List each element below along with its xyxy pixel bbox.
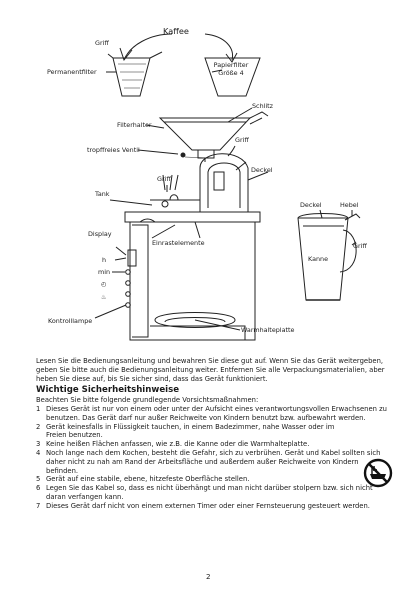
label-schlitz: Schlitz bbox=[252, 102, 274, 110]
label-filterhalter: Filterhalter bbox=[117, 121, 152, 129]
list-item: 7 Dieses Gerät darf nicht von einem externen Timer oder einer Fernsteuerung gesteuert werden. bbox=[36, 501, 370, 510]
list-item: 2 Gerät keinesfalls in Flüssigkeit tauchen, in einem Badezimmer, nahe Wasser oder im Freien benutzen. bbox=[36, 422, 335, 440]
label-warmhalteplatte: Warmhalteplatte bbox=[241, 326, 295, 334]
list-item: 6 Legen Sie das Kabel so, dass es nicht überhängt und man nicht darüber stolpern bzw. sich nicht daran verfangen kann. bbox=[36, 484, 373, 501]
filter-holder bbox=[160, 118, 250, 150]
label-papierfilter-line2: Größe 4 bbox=[218, 69, 244, 77]
page-number: 2 bbox=[206, 572, 211, 581]
jug-handle bbox=[340, 230, 356, 272]
safety-list bbox=[36, 405, 391, 511]
filter-holder-handle bbox=[250, 112, 268, 118]
label-tropffreies-ventil: tropffreies Ventil bbox=[87, 146, 140, 154]
label-deckel-kanne: Deckel bbox=[300, 201, 322, 209]
label-hebel: Hebel bbox=[340, 201, 359, 209]
list-item: 5 Gerät auf eine stabile, ebene, hitzefeste Oberfläche stellen. bbox=[36, 475, 250, 484]
safety-lead: Beachten Sie bitte folgende grundlegende Vorsichtsmaßnahmen: bbox=[36, 396, 259, 405]
arrow-right-curve bbox=[205, 34, 233, 60]
lamp-icon: ♨ bbox=[101, 294, 107, 301]
display bbox=[128, 250, 136, 266]
label-einrastelemente: Einrastelemente bbox=[152, 239, 205, 247]
label-permanentfilter: Permanentfilter bbox=[47, 68, 97, 76]
intro-paragraph: Lesen Sie die Bedienungsanleitung und bewahren Sie diese gut auf. Wenn Sie das Gerät weitergeben, geben Sie bitte auch die Bedienungsanleitung weiter. Entfernen Sie alle Verpackungsmaterialien, aber heben Sie diese auf, bis Sie sicher sind, dass das Gerät funktioniert. bbox=[36, 357, 385, 383]
label-h: h bbox=[102, 256, 107, 264]
label-papierfilter-line1: Papierfilter bbox=[213, 61, 249, 69]
clock-icon: ◴ bbox=[101, 281, 107, 288]
label-kanne: Kanne bbox=[308, 255, 329, 263]
label-display: Display bbox=[88, 230, 112, 238]
list-item: 1 Dieses Gerät ist nur von einem oder unter der Aufsicht eines verantwortungsvollen Erwachsenen zu benutzen. Das Gerät darf nur außer Reichweite von Kindern benutzt bzw. aufbewahrt werden. bbox=[36, 404, 387, 422]
label-deckel: Deckel bbox=[251, 166, 273, 174]
label-griff-top: Griff bbox=[95, 39, 109, 47]
permanent-filter bbox=[113, 58, 150, 96]
label-kontrolllampe: Kontrolllampe bbox=[48, 317, 93, 325]
label-min: min bbox=[98, 268, 111, 276]
label-griff-mid: Griff bbox=[235, 136, 249, 144]
label-kaffee: Kaffee bbox=[163, 26, 189, 36]
safety-heading: Wichtige Sicherheitshinweise bbox=[36, 385, 180, 396]
list-item: 3 Keine heißen Flächen anfassen, wie z.B. die Kanne oder die Warmhalteplatte. bbox=[36, 440, 310, 449]
arrow-left-curve bbox=[124, 34, 172, 60]
list-item: 4 Noch lange nach dem Kochen, besteht die Gefahr, sich zu verbrühen. Gerät und Kabel sollten sich daher nicht zu nah am Rand der Arbeitsfläche und außerdem außer Reichweite von Kindern befinden. bbox=[36, 448, 381, 475]
machine-top bbox=[125, 212, 260, 222]
no-bathroom-warning-icon bbox=[363, 458, 393, 488]
label-griff-kanne: Griff bbox=[353, 242, 367, 250]
label-tank: Tank bbox=[95, 190, 110, 198]
label-griff-tank: Griff bbox=[157, 175, 171, 183]
instructions-text bbox=[36, 357, 391, 511]
